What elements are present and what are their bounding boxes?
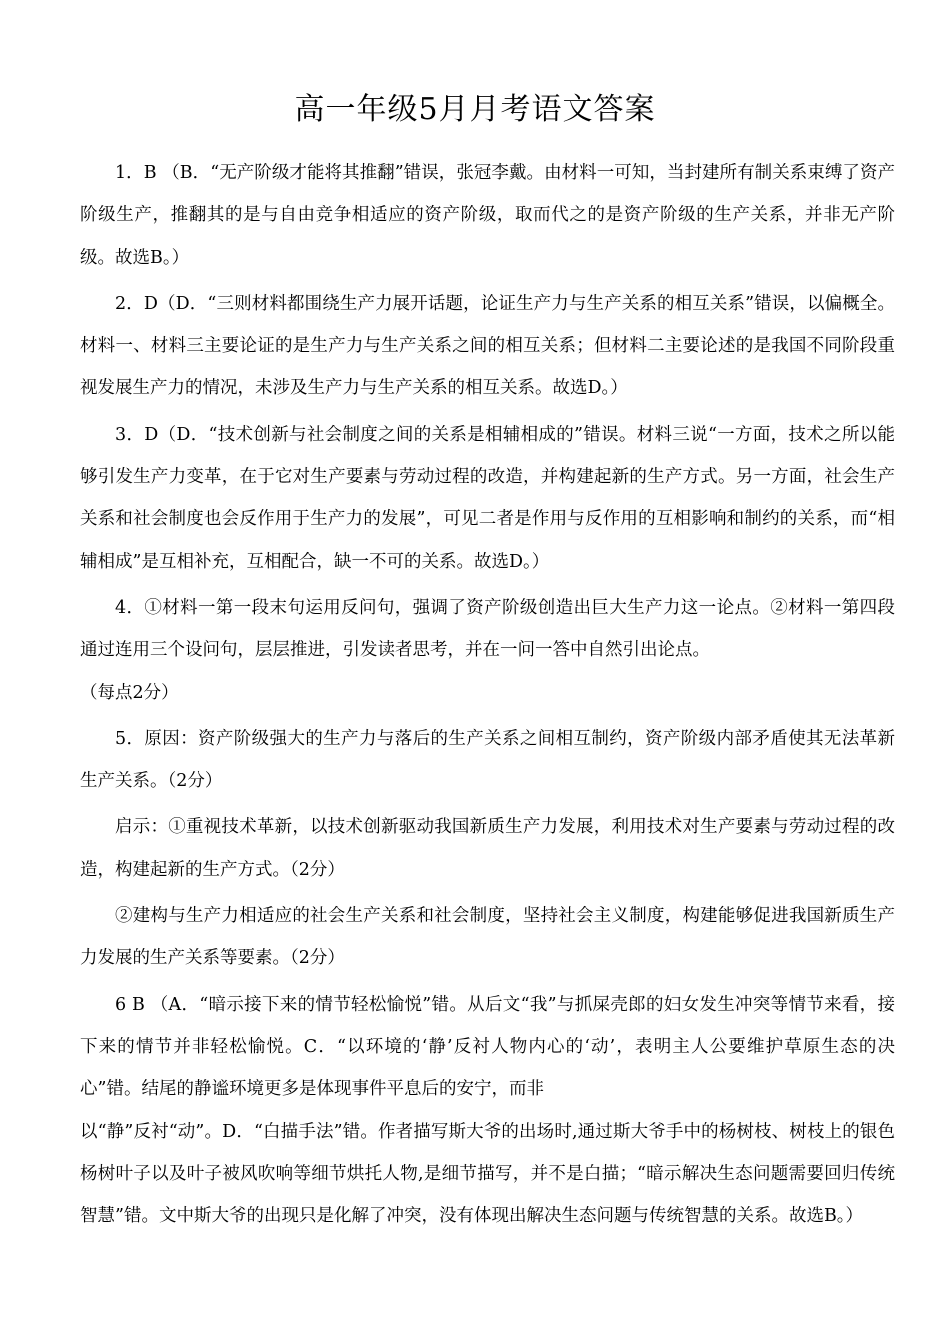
- answer-6: 6 B （A．“暗示接下来的情节轻松愉悦”错。从后文“我”与抓屎壳郎的妇女发生冲突等情节来看，接下来的情节并非轻松愉悦。C．“以环境的‘静’反衬人物内心的‘动’，表明主人公要维护草原生态的决心”错。结尾的静谧环境更多是体现事件平息后的安宁，而非: [80, 994, 895, 1100]
- page-title: 高一年级5月月考语文答案: [294, 92, 656, 127]
- answer-5-insight-2: ②建构与生产力相适应的社会生产关系和社会制度，坚持社会主义制度，构建能够促进我国新质生产力发展的生产关系等要素。（2分）: [80, 906, 895, 969]
- answer-4: 4．①材料一第一段末句运用反问句，强调了资产阶级创造出巨大生产力这一论点。②材料一第四段通过连用三个设问句，层层推进，引发读者思考，并在一问一答中自然引出论点。: [80, 597, 895, 661]
- answer-4-scoring: （每点2分）: [80, 682, 179, 703]
- answer-3: 3．D（D．“技术创新与社会制度之间的关系是相辅相成的”错误。材料三说“一方面，技术之所以能够引发生产力变革，在于它对生产要素与劳动过程的改造，并构建起新的生产方式。另一方面，社会生产关系和社会制度也会反作用于生产力的发展”，可见二者是作用与反作用的互相影响和制约的关系，而“相辅相成”是互相补充，互相配合，缺一不可的关系。故选D。）: [80, 424, 895, 572]
- answer-6-continued: 以“静”反衬“动”。D．“白描手法”错。作者描写斯大爷的出场时,通过斯大爷手中的杨树枝、树枝上的银色杨树叶子以及叶子被风吹响等细节烘托人物,是细节描写，并不是白描；“暗示解决生态问题需要回归传统智慧”错。文中斯大爷的出现只是化解了冲突，没有体现出解决生态问题与传统智慧的关系。故选B。）: [80, 1121, 895, 1227]
- answer-content: [80, 152, 895, 1241]
- answer-2: 2．D（D．“三则材料都围绕生产力展开话题，论证生产力与生产关系的相互关系”错误，以偏概全。材料一、材料三主要论证的是生产力与生产关系之间的相互关系；但材料二主要论述的是我国不同阶段重视发展生产力的情况，未涉及生产力与生产关系的相互关系。故选D。）: [80, 293, 895, 399]
- answer-5-insight-1: 启示：①重视技术革新，以技术创新驱动我国新质生产力发展，利用技术对生产要素与劳动过程的改造，构建起新的生产方式。（2分）: [80, 817, 895, 880]
- answer-5-reason: 5．原因：资产阶级强大的生产力与落后的生产关系之间相互制约，资产阶级内部矛盾使其无法革新生产关系。（2分）: [80, 728, 895, 792]
- answer-1: 1．B （B．“无产阶级才能将其推翻”错误，张冠李戴。由材料一可知，当封建所有制关系束缚了资产阶级生产，推翻其的是与自由竞争相适应的资产阶级，取而代之的是资产阶级的生产关系，并非无产阶级。故选B。）: [80, 163, 895, 268]
